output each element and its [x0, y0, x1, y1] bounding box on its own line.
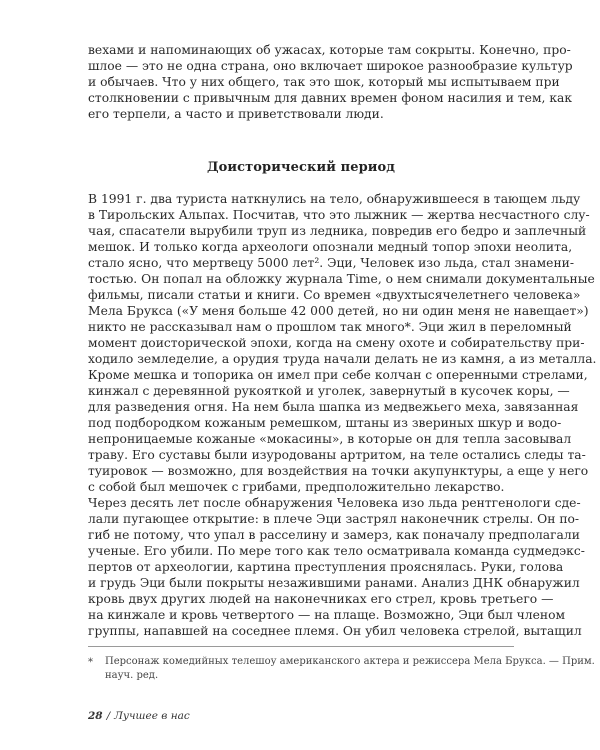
text-line: Кроме мешка и топорика он имел при себе колчан с оперенными стрелами,	[88, 368, 588, 382]
text-line: с собой был мешочек с грибами, предположительно лекарство.	[88, 480, 505, 494]
text-line: пертов от археологии, картина преступления прояснялась. Руки, голова	[88, 560, 564, 574]
body-paragraph-2	[88, 495, 585, 639]
text-line: и обычаев. Что у них общего, так это шок, который мы испытываем при	[88, 75, 560, 89]
text-line: в Тирольских Альпах. Посчитав, что это лыжник — жертва несчастного слу-	[88, 208, 590, 222]
text-line: момент доисторической эпохи, когда на смену охоте и собирательству при-	[88, 336, 585, 350]
body-paragraph-1	[88, 191, 597, 495]
text-line: кровь двух других людей на наконечниках его стрел, кровь третьего —	[88, 592, 554, 606]
text-line: кинжал с деревянной рукояткой и уголек, завернутый в кусочек коры, —	[88, 384, 570, 398]
text-line: Мела Брукса («У меня больше 42 000 детей, но ни один меня не навещает»)	[88, 304, 589, 318]
section-heading: Доисторический период	[206, 160, 396, 175]
text-line: шлое — это не одна страна, оно включает широкое разнообразие культур	[88, 59, 573, 73]
text-line: тостью. Он попал на обложку журнала Time, о нем снимали документальные	[88, 272, 595, 286]
text-line: ученые. Его убили. По мере того как тело осматривала команда судмедэкс-	[88, 544, 585, 558]
text-line: вехами и напоминающих об ужасах, которые там сокрыты. Конечно, про-	[88, 43, 571, 57]
footnote	[105, 655, 595, 683]
running-footer	[88, 709, 190, 723]
text-line: лали пугающее открытие: в плече Эци застрял наконечник стрелы. Он по-	[88, 512, 580, 526]
text-line: на кинжале и кровь четвертого — на плаще. Возможно, Эци был членом	[88, 608, 566, 622]
text-line: чая, спасатели вырубили труп из ледника, повредив его бедро и заплечный	[88, 224, 587, 238]
footnote-line: Персонаж комедийных телешоу американского актера и режиссера Мела Брукса. — Прим.	[105, 656, 595, 667]
text-line: никто не рассказывал нам о прошлом так много*. Эци жил в переломный	[88, 320, 572, 334]
text-line: под подбородком кожаным ремешком, штаны из звериных шкур и водо-	[88, 416, 562, 430]
text-line: столкновении с привычным для давних времен фоном насилия и тем, как	[88, 91, 573, 105]
text-line: В 1991 г. два туриста наткнулись на тело, обнаружившееся в тающем льду	[88, 192, 581, 206]
text-line: мешок. И только когда археологи опознали медный топор эпохи неолита,	[88, 240, 573, 254]
text-line: Через десять лет после обнаружения Человека изо льда рентгенологи сде-	[88, 496, 581, 510]
text-line: туировок — возможно, для воздействия на точки акупунктуры, а еще у него	[88, 464, 589, 478]
text-line: ходило земледелие, а орудия труда начали делать не из камня, а из металла.	[88, 352, 597, 366]
book-title: Лучшее в нас	[114, 710, 190, 722]
text-line: фильмы, писали статьи и книги. Со времен «двухтысячелетнего человека»	[88, 288, 581, 302]
text-line: траву. Его суставы были изуродованы артритом, на теле остались следы та-	[88, 448, 586, 462]
footer-separator: /	[106, 710, 111, 722]
text-line: и грудь Эци были покрыты незажившими ранами. Анализ ДНК обнаружил	[88, 576, 580, 590]
text-line: стало ясно, что мертвецу 5000 лет². Эци, Человек изо льда, стал знамени-	[88, 256, 574, 270]
text-line: группы, напавшей на соседнее племя. Он убил человека стрелой, вытащил	[88, 624, 582, 638]
intro-paragraph	[88, 42, 573, 122]
footnote-marker: *	[88, 657, 93, 668]
text-line: для разведения огня. На нем была шапка из медвежьего меха, завязанная	[88, 400, 579, 414]
footnote-divider	[88, 646, 514, 647]
text-line: гиб не потому, что упал в расселину и замерз, как поначалу предполагали	[88, 528, 580, 542]
text-line: его терпели, а часто и приветствовали люди.	[88, 107, 384, 121]
footnote-line: науч. ред.	[105, 670, 159, 681]
page-number: 28	[88, 710, 103, 722]
text-line: непроницаемые кожаные «мокасины», в которые он для тепла засовывал	[88, 432, 572, 446]
